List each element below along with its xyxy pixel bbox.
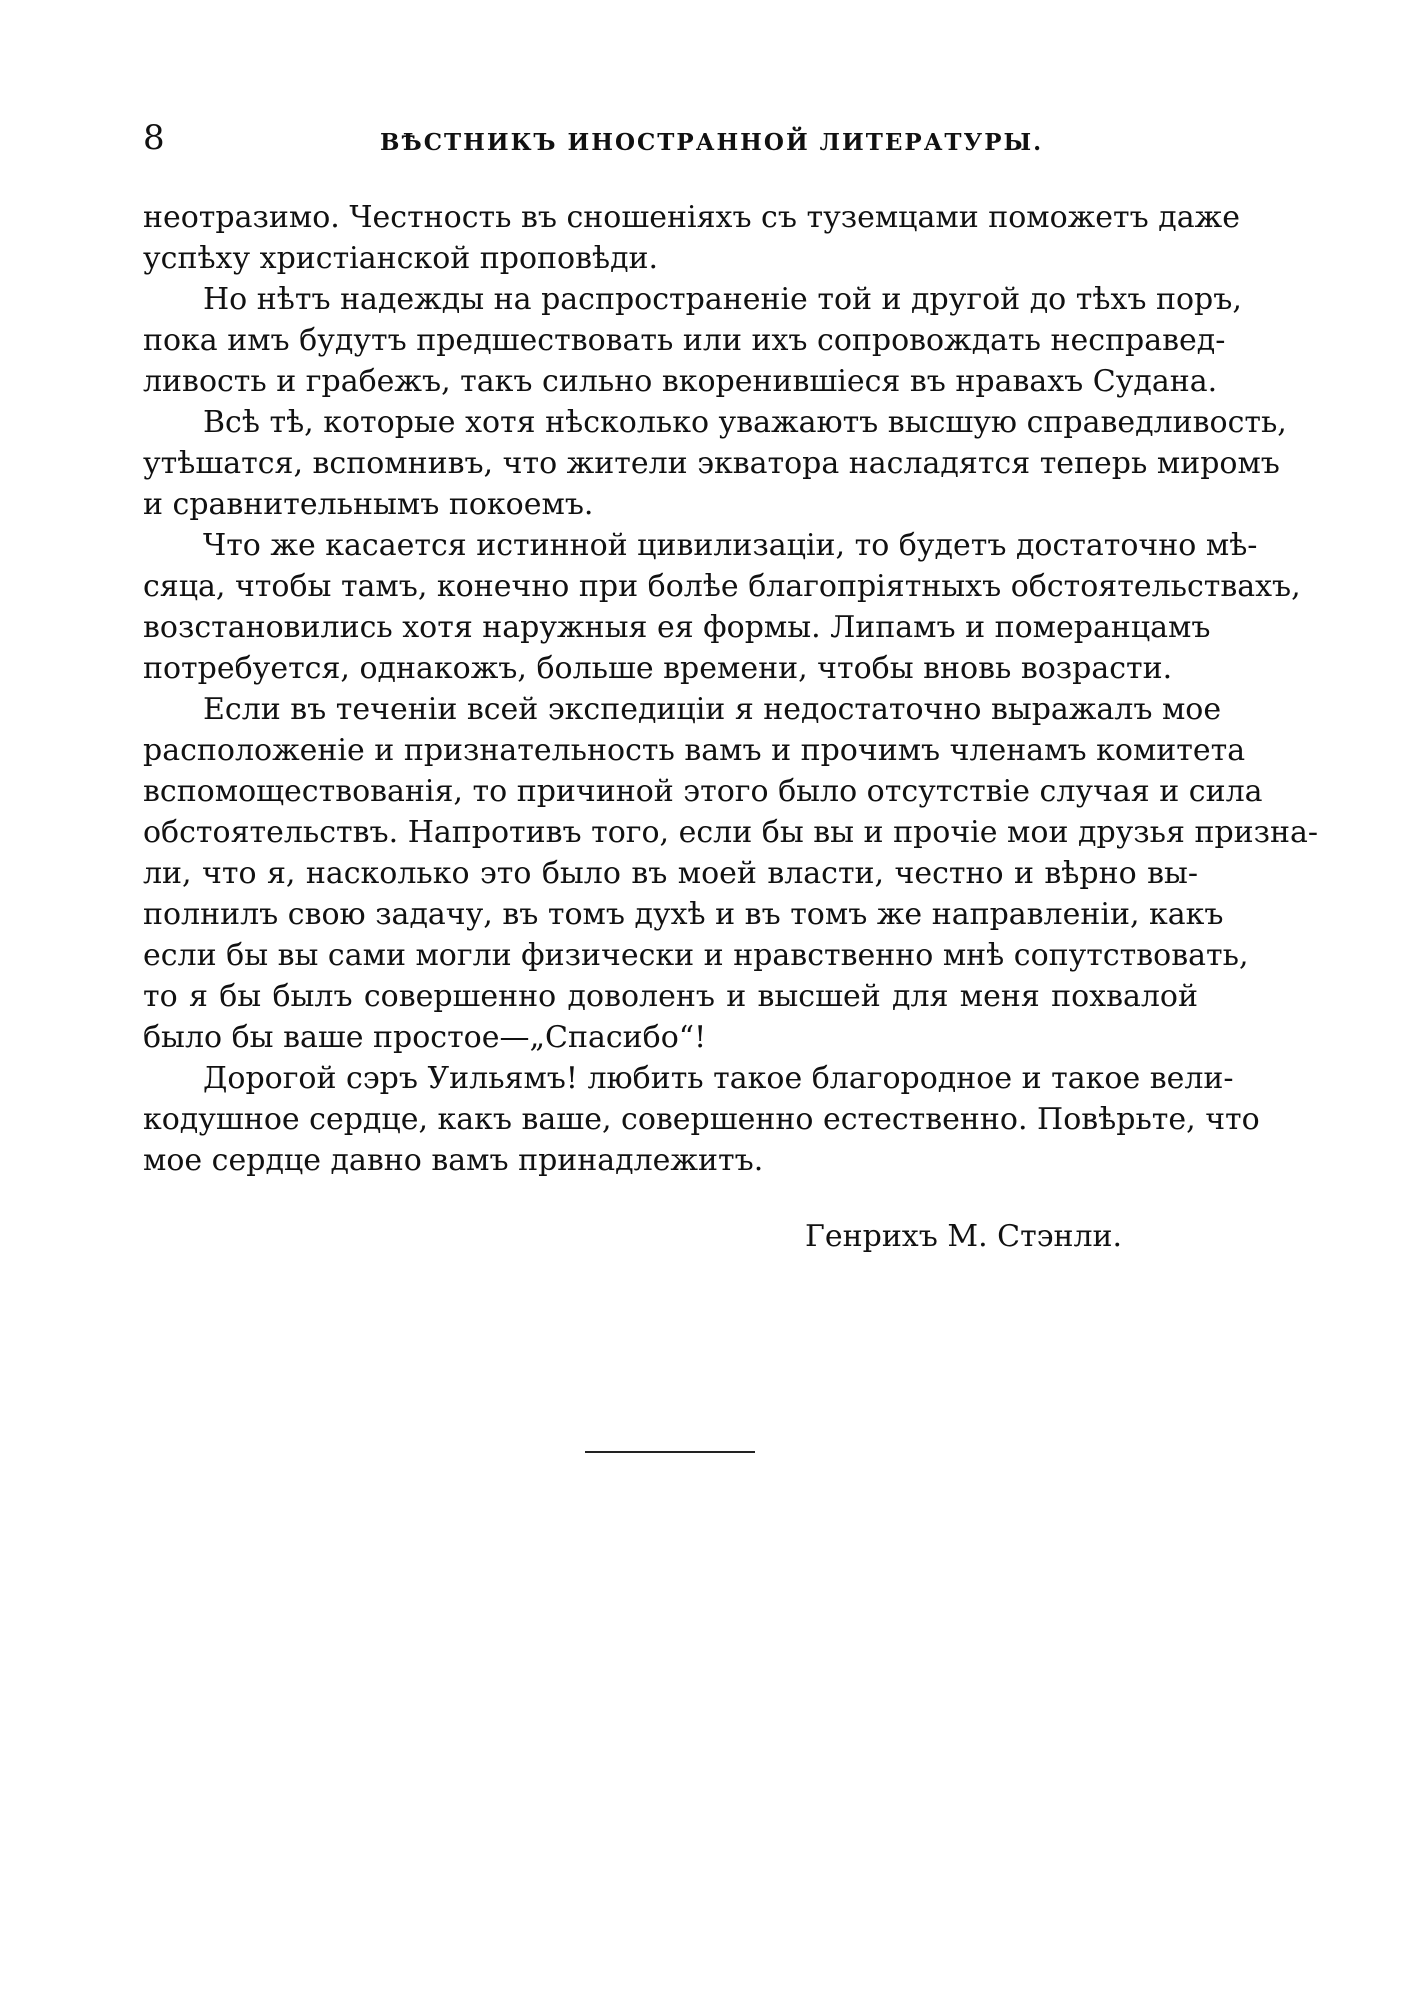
text-line: Дорогой сэръ Уильямъ! любить такое благородное и такое вели- — [203, 1061, 1234, 1096]
text-line: Если въ теченіи всей экспедиціи я недостаточно выражалъ мое — [203, 692, 1222, 727]
text-line: сяца, чтобы тамъ, конечно при болѣе благопріятныхъ обстоятельствахъ, — [143, 569, 1301, 604]
body-text — [143, 197, 1319, 1181]
text-line: мое сердце давно вамъ принадлежитъ. — [143, 1143, 764, 1178]
text-line: вспомоществованія, то причиной этого было отсутствіе случая и сила — [143, 774, 1263, 809]
text-line: полнилъ свою задачу, въ томъ духѣ и въ томъ же направленіи, какъ — [143, 897, 1224, 932]
text-line: успѣху христіанской проповѣди. — [143, 241, 659, 276]
text-line: возстановились хотя наружныя ея формы. Липамъ и померанцамъ — [143, 610, 1211, 645]
text-line: потребуется, однакожъ, больше времени, чтобы вновь возрасти. — [143, 651, 1173, 686]
text-line: Но нѣтъ надежды на распространеніе той и другой до тѣхъ поръ, — [203, 282, 1242, 317]
text-line: обстоятельствъ. Напротивъ того, если бы вы и прочіе мои друзья призна- — [143, 815, 1319, 850]
section-divider — [585, 1451, 755, 1453]
text-line: Что же касается истинной цивилизаціи, то будетъ достаточно мѣ- — [203, 528, 1258, 563]
text-line: ли, что я, насколько это было въ моей власти, честно и вѣрно вы- — [143, 856, 1198, 891]
text-line: ливость и грабежъ, такъ сильно вкоренившіеся въ нравахъ Судана. — [143, 364, 1218, 399]
running-title: ВѢСТНИКЪ ИНОСТРАННОЙ ЛИТЕРАТУРЫ. — [380, 129, 1044, 156]
page-number: 8 — [143, 118, 165, 158]
text-line: неотразимо. Честность въ сношеніяхъ съ туземцами поможетъ даже — [143, 200, 1240, 235]
signature: Генрихъ М. Стэнли. — [805, 1219, 1123, 1254]
text-line: Всѣ тѣ, которые хотя нѣсколько уважаютъ высшую справедливость, — [203, 405, 1287, 440]
text-line: и сравнительнымъ покоемъ. — [143, 487, 594, 522]
text-line: если бы вы сами могли физически и нравственно мнѣ сопутствовать, — [143, 938, 1249, 973]
text-line: пока имъ будутъ предшествовать или ихъ сопровождать несправед- — [143, 323, 1226, 358]
text-line: то я бы былъ совершенно доволенъ и высшей для меня похвалой — [143, 979, 1198, 1014]
text-line: расположеніе и признательность вамъ и прочимъ членамъ комитета — [143, 733, 1246, 768]
text-line: утѣшатся, вспомнивъ, что жители экватора насладятся теперь миромъ — [143, 446, 1280, 481]
text-line: кодушное сердце, какъ ваше, совершенно естественно. Повѣрьте, что — [143, 1102, 1260, 1137]
text-line: было бы ваше простое—„Спасибо“! — [143, 1020, 707, 1055]
